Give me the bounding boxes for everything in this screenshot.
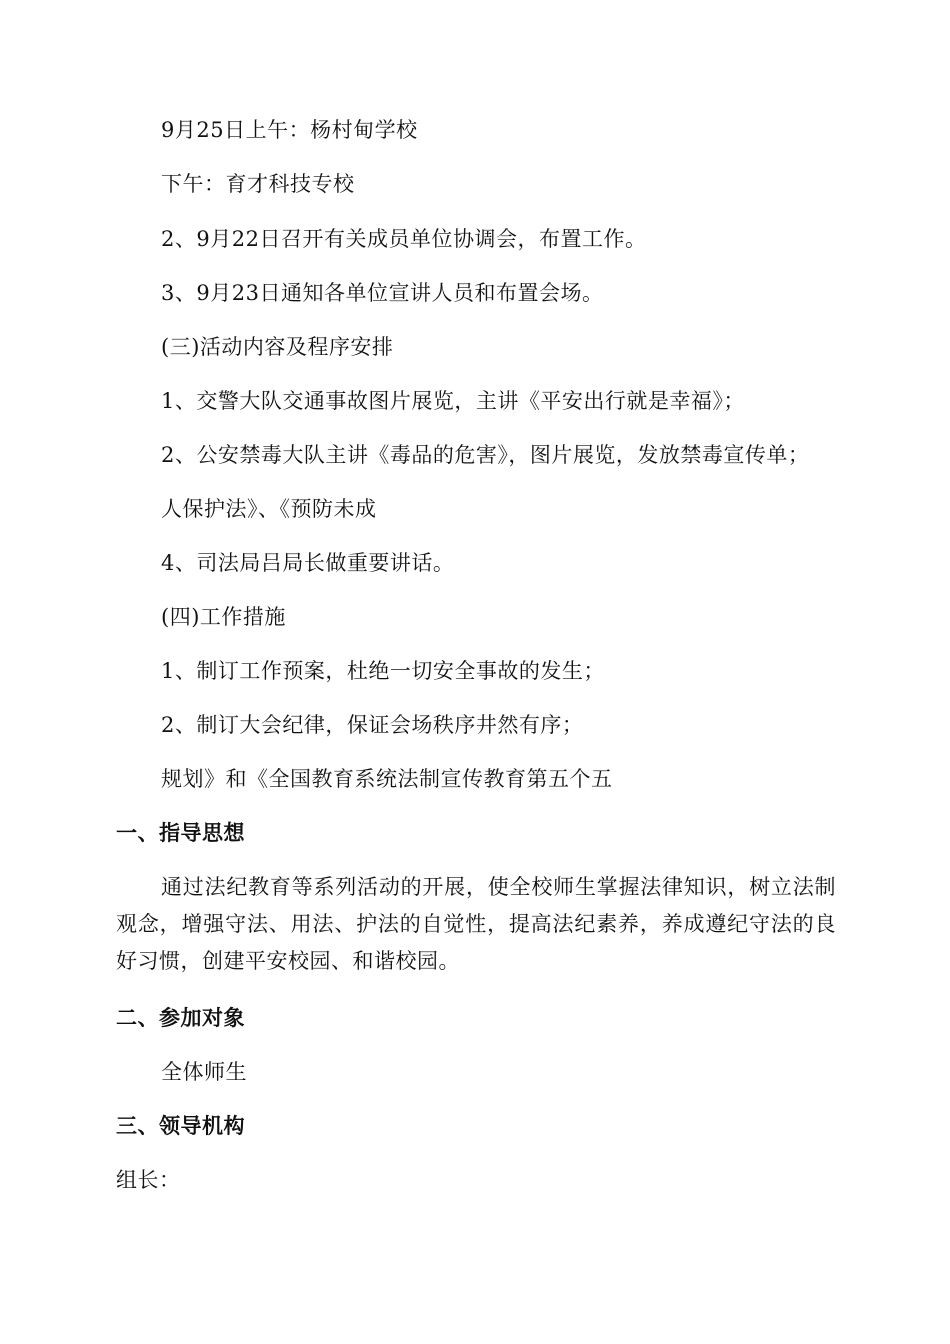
work-measure-2: 2、制订大会纪律，保证会场秩序井然有序； xyxy=(161,713,584,737)
plan-reference-line: 规划》和《全国教育系统法制宣传教育第五个五 xyxy=(161,767,613,791)
guiding-thought-heading: 一、指导思想 xyxy=(116,821,245,845)
activity-content-subheading: (三)活动内容及程序安排 xyxy=(161,335,394,359)
activity-item-4: 4、司法局吕局长做重要讲话。 xyxy=(161,551,455,575)
participants-heading: 二、参加对象 xyxy=(116,1006,245,1030)
work-measures-subheading: (四)工作措施 xyxy=(161,605,286,629)
schedule-line-morning: 9月25日上午：杨村甸学校 xyxy=(161,118,418,142)
notify-units-line: 3、9月23日通知各单位宣讲人员和布置会场。 xyxy=(161,281,604,305)
guiding-thought-paragraph: 通过法纪教育等系列活动的开展，使全校师生掌握法律知识，树立法制观念，增强守法、用法、护法的自觉性，提高法纪素养，养成遵纪守法的良好习惯，创建平安校园、和谐校园。 xyxy=(116,875,836,973)
activity-item-3-fragment: 人保护法》、《预防未成 xyxy=(161,497,377,521)
activity-item-1: 1、交警大队交通事故图片展览，主讲《平安出行就是幸福》； xyxy=(161,389,745,413)
leader-label: 组长： xyxy=(116,1168,181,1192)
coordination-meeting-line: 2、9月22日召开有关成员单位协调会，布置工作。 xyxy=(161,227,647,251)
schedule-line-afternoon: 下午：育才科技专校 xyxy=(161,172,355,196)
participants-body: 全体师生 xyxy=(161,1060,247,1084)
work-measure-1: 1、制订工作预案，杜绝一切安全事故的发生； xyxy=(161,659,605,683)
activity-item-2: 2、公安禁毒大队主讲《毒品的危害》，图片展览，发放禁毒宣传单； xyxy=(161,443,810,467)
leadership-heading: 三、领导机构 xyxy=(116,1114,245,1138)
